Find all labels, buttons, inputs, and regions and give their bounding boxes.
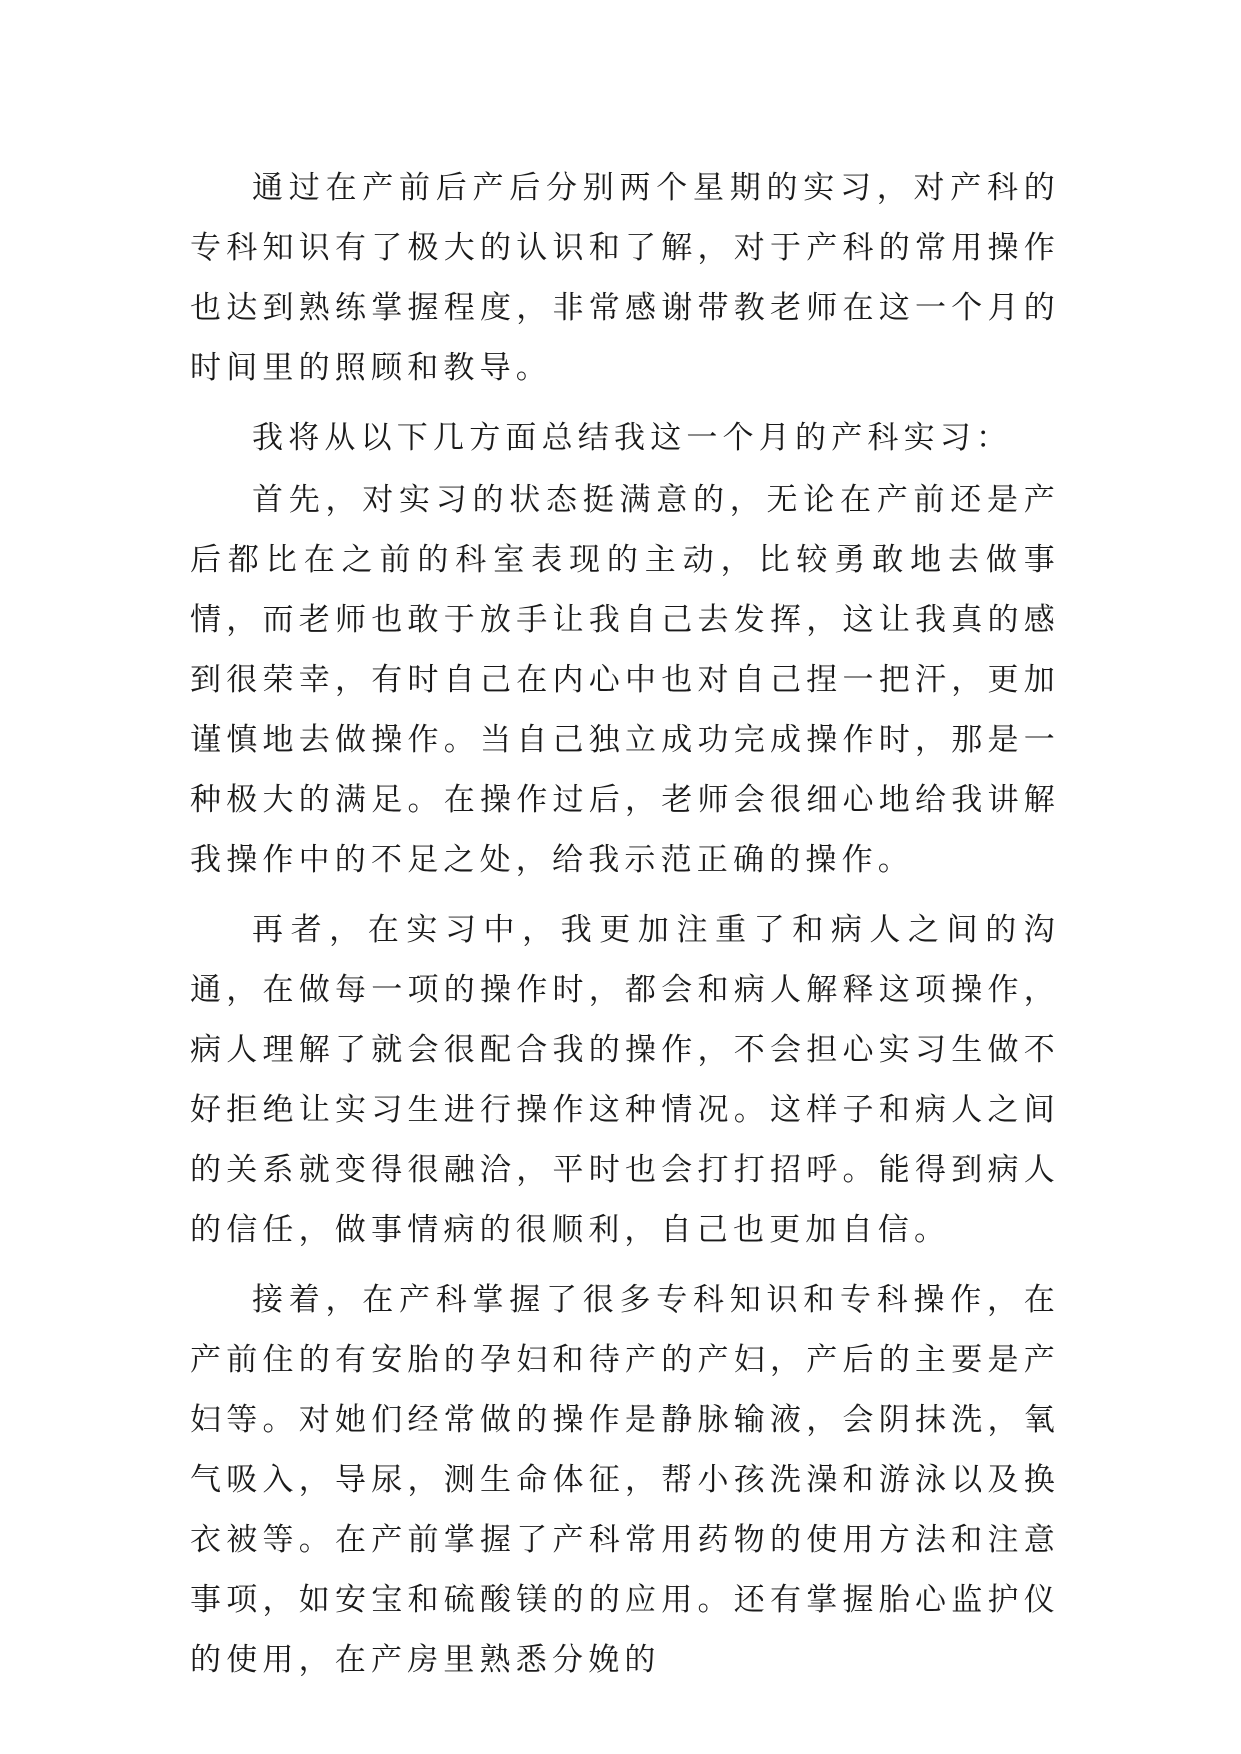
paragraph-summary-lead: 我将从以下几方面总结我这一个月的产科实习： [252, 420, 1013, 456]
document-page [190, 158, 1060, 1692]
paragraph-third: 接着，在产科掌握了很多专科知识和专科操作，在产前住的有安胎的孕妇和待产的产妇，产后的主要是产妇等。对她们经常做的操作是静脉输液，会阴抹洗，氧气吸入，导尿，测生命体征，帮小孩洗澡和游泳以及换衣被等。在产前掌握了产科常用药物的使用方法和注意事项，如安宝和硫酸镁的的应用。还有掌握胎心监护仪的使用，在产房里熟悉分娩的 [190, 1282, 1060, 1678]
paragraph-first: 首先，对实习的状态挺满意的，无论在产前还是产后都比在之前的科室表现的主动，比较勇敢地去做事情，而老师也敢于放手让我自己去发挥，这让我真的感到很荣幸，有时自己在内心中也对自己捏一把汗，更加谨慎地去做操作。当自己独立成功完成操作时，那是一种极大的满足。在操作过后，老师会很细心地给我讲解我操作中的不足之处，给我示范正确的操作。 [190, 482, 1060, 878]
paragraph-second: 再者，在实习中，我更加注重了和病人之间的沟通，在做每一项的操作时，都会和病人解释这项操作，病人理解了就会很配合我的操作，不会担心实习生做不好拒绝让实习生进行操作这种情况。这样子和病人之间的关系就变得很融洽，平时也会打打招呼。能得到病人的信任，做事情病的很顺利，自己也更加自信。 [190, 912, 1060, 1248]
paragraph-intro: 通过在产前后产后分别两个星期的实习，对产科的专科知识有了极大的认识和了解，对于产科的常用操作也达到熟练掌握程度，非常感谢带教老师在这一个月的时间里的照顾和教导。 [190, 170, 1060, 386]
